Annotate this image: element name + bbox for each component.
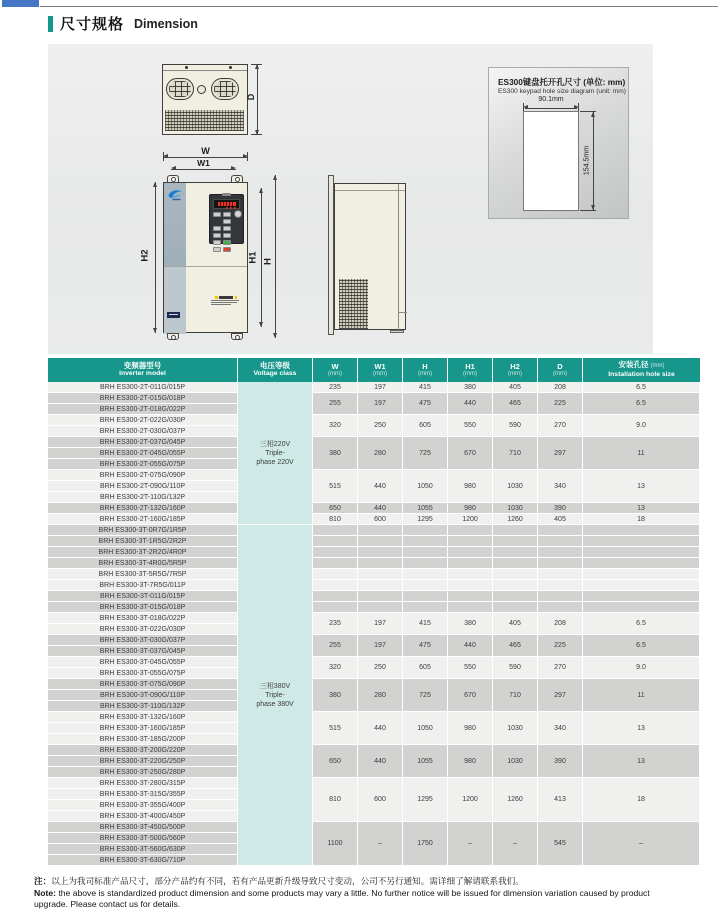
dim-cell: 545: [538, 822, 583, 866]
model-cell: BRH ES300-3T-2R2G/4R0P: [48, 547, 238, 558]
model-cell: BRH ES300-2T-075G/090P: [48, 470, 238, 481]
dim-cell: [448, 525, 493, 536]
dim-cell: [313, 602, 358, 613]
dim-cell: 710: [493, 437, 538, 470]
dim-cell: [493, 558, 538, 569]
hole-size-cell: [583, 580, 700, 591]
dim-cell: [358, 536, 403, 547]
dim-cell: 1260: [493, 514, 538, 525]
dim-cell: [448, 591, 493, 602]
header-model: 变频器型号 Inverter model: [48, 358, 238, 382]
dim-cell: 1055: [403, 503, 448, 514]
table-row: [48, 602, 700, 613]
model-cell: BRH ES300-3T-200G/220P: [48, 745, 238, 756]
hole-height-label: 154.5mm: [583, 145, 591, 176]
dim-cell: 250: [358, 657, 403, 679]
model-cell: BRH ES300-2T-110G/132P: [48, 492, 238, 503]
dim-label-d: D: [246, 93, 256, 101]
model-cell: BRH ES300-2T-037G/045P: [48, 437, 238, 448]
model-cell: BRH ES300-3T-030G/037P: [48, 635, 238, 646]
spec-table-body: [48, 382, 700, 866]
hole-size-cell: [583, 602, 700, 613]
dim-cell: [403, 525, 448, 536]
hole-size-cell: 13: [583, 503, 700, 514]
model-cell: BRH ES300-3T-560G/630P: [48, 844, 238, 855]
model-cell: BRH ES300-2T-011G/015P: [48, 382, 238, 393]
section-accent-bar: [48, 16, 53, 32]
side-foot: [390, 330, 404, 333]
note-zh: 注：以上为我司标准产品尺寸，部分产品约有不同，若有产品更新升级导致尺寸变动，公司不另行通知。需详细了解请联系我们。: [34, 876, 524, 886]
dim-cell: 1050: [403, 712, 448, 745]
dim-cell: 465: [493, 393, 538, 415]
note-en: Note: the above is standardized product dimension and some products may vary a little. No further notice will be issued for dimension variation caused by product upgrade. Please contact us for details.: [34, 888, 650, 910]
model-cell: BRH ES300-3T-0R7G/1R5P: [48, 525, 238, 536]
dim-cell: [403, 536, 448, 547]
dim-cell: [538, 591, 583, 602]
dim-cell: [493, 580, 538, 591]
header-w1: W1 (mm): [358, 358, 403, 382]
model-cell: BRH ES300-2T-090G/110P: [48, 481, 238, 492]
table-row: [48, 547, 700, 558]
dim-cell: 197: [358, 613, 403, 635]
table-row: [48, 745, 700, 756]
mounting-tab: [231, 333, 243, 340]
hole-size-cell: [583, 547, 700, 558]
dim-cell: 440: [358, 470, 403, 503]
dim-cell: [313, 547, 358, 558]
model-cell: BRH ES300-3T-7R5G/011P: [48, 580, 238, 591]
screw-icon: [185, 66, 188, 69]
dim-cell: [448, 569, 493, 580]
dim-label-w: W: [201, 146, 210, 156]
screw-icon: [229, 66, 232, 69]
hole-size-cell: 13: [583, 745, 700, 778]
model-cell: BRH ES300-3T-250G/280P: [48, 767, 238, 778]
dim-cell: [538, 547, 583, 558]
hole-size-cell: [583, 558, 700, 569]
series-label: [167, 312, 180, 318]
table-row: [48, 569, 700, 580]
dim-cell: 670: [448, 679, 493, 712]
model-cell: BRH ES300-3T-220G/250P: [48, 756, 238, 767]
dim-cell: [538, 580, 583, 591]
dim-cell: 255: [313, 635, 358, 657]
dim-cell: [493, 547, 538, 558]
dim-cell: [358, 547, 403, 558]
dim-cell: [538, 558, 583, 569]
dim-label-h2: H2: [139, 249, 151, 262]
model-cell: BRH ES300-3T-355G/400P: [48, 800, 238, 811]
model-cell: BRH ES300-3T-4R0G/5R5P: [48, 558, 238, 569]
dim-cell: 208: [538, 382, 583, 393]
dim-cell: [358, 525, 403, 536]
dim-cell: 297: [538, 679, 583, 712]
dim-cell: 1050: [403, 470, 448, 503]
dim-cell: 810: [313, 778, 358, 822]
hole-size-cell: 9.0: [583, 657, 700, 679]
dim-cell: [403, 602, 448, 613]
voltage-class-cell: 三相380V Triple- phase 380V: [238, 525, 313, 866]
dim-cell: 340: [538, 470, 583, 503]
dim-cell: 1030: [493, 503, 538, 514]
dim-cell: [403, 591, 448, 602]
dim-cell: 515: [313, 712, 358, 745]
page-title: 尺寸规格: [60, 16, 125, 33]
hole-size-cell: 11: [583, 679, 700, 712]
page-corner-mark: [2, 0, 39, 7]
table-row: [48, 382, 700, 393]
dim-cell: 475: [403, 393, 448, 415]
fan-grille: [211, 78, 239, 100]
dim-cell: 270: [538, 657, 583, 679]
dim-cell: 280: [358, 679, 403, 712]
dim-cell: 1200: [448, 514, 493, 525]
keypad-display: [213, 199, 240, 209]
dim-cell: 197: [358, 382, 403, 393]
header-install-hole: 安装孔径 (mm) Installation hole size: [583, 358, 700, 382]
dim-cell: 440: [448, 393, 493, 415]
model-cell: BRH ES300-3T-450G/500P: [48, 822, 238, 833]
header-h1: H1 (mm): [448, 358, 493, 382]
dim-cell: 710: [493, 679, 538, 712]
dim-cell: [538, 536, 583, 547]
page-title-en: Dimension: [134, 17, 198, 31]
dim-cell: 980: [448, 503, 493, 514]
hole-size-cell: 13: [583, 712, 700, 745]
side-vent-grid: [339, 279, 368, 329]
dim-cell: 255: [313, 393, 358, 415]
dim-cell: [448, 547, 493, 558]
dim-cell: 380: [313, 437, 358, 470]
dim-cell: 600: [358, 778, 403, 822]
keypad-hole-box: [488, 67, 629, 219]
dim-cell: 440: [358, 712, 403, 745]
model-cell: BRH ES300-3T-1R5G/2R2P: [48, 536, 238, 547]
table-row: [48, 635, 700, 646]
model-cell: BRH ES300-3T-075G/090P: [48, 679, 238, 690]
mounting-tab: [167, 333, 179, 340]
model-cell: BRH ES300-3T-015G/018P: [48, 602, 238, 613]
dim-cell: 1030: [493, 470, 538, 503]
hole-size-cell: 18: [583, 514, 700, 525]
table-row: [48, 525, 700, 536]
dim-cell: [448, 558, 493, 569]
hole-size-cell: 6.5: [583, 613, 700, 635]
dim-cell: [313, 525, 358, 536]
table-row: [48, 591, 700, 602]
dim-cell: 465: [493, 635, 538, 657]
hole-size-cell: 6.5: [583, 382, 700, 393]
dim-cell: [448, 602, 493, 613]
dim-cell: 208: [538, 613, 583, 635]
model-cell: BRH ES300-3T-055G/075P: [48, 668, 238, 679]
dim-cell: 550: [448, 415, 493, 437]
dim-cell: [403, 569, 448, 580]
dim-cell: 1030: [493, 712, 538, 745]
keypad: [209, 194, 244, 244]
dim-label-h1: H1: [247, 251, 259, 264]
dim-cell: [493, 536, 538, 547]
table-row: [48, 558, 700, 569]
model-cell: BRH ES300-3T-500G/560P: [48, 833, 238, 844]
voltage-class-cell: 三相220V Triple- phase 220V: [238, 382, 313, 525]
dim-cell: 605: [403, 657, 448, 679]
model-cell: BRH ES300-3T-090G/110P: [48, 690, 238, 701]
brand-logo: [167, 188, 183, 201]
hole-size-cell: 9.0: [583, 415, 700, 437]
header-voltage: 电压等级 Voltage class: [238, 358, 313, 382]
hole-size-cell: [583, 591, 700, 602]
dim-cell: [448, 580, 493, 591]
fan-grille: [166, 78, 194, 100]
model-cell: BRH ES300-3T-022G/030P: [48, 624, 238, 635]
dim-cell: 725: [403, 679, 448, 712]
dim-cell: 270: [538, 415, 583, 437]
table-row: [48, 437, 700, 448]
dim-cell: 415: [403, 382, 448, 393]
keypad-hole-rect: [523, 111, 579, 211]
dim-cell: –: [493, 822, 538, 866]
table-row: [48, 679, 700, 690]
dim-cell: [493, 525, 538, 536]
dim-cell: 380: [448, 613, 493, 635]
dim-cell: 225: [538, 393, 583, 415]
dim-cell: 475: [403, 635, 448, 657]
dim-cell: 197: [358, 393, 403, 415]
dim-cell: 670: [448, 437, 493, 470]
dim-cell: 1260: [493, 778, 538, 822]
dim-label-w1: W1: [197, 158, 210, 168]
dim-cell: 405: [538, 514, 583, 525]
dim-cell: [313, 580, 358, 591]
dim-cell: 197: [358, 635, 403, 657]
dim-cell: –: [358, 822, 403, 866]
side-view: [334, 183, 406, 330]
dim-cell: 605: [403, 415, 448, 437]
table-row: [48, 712, 700, 723]
dim-cell: [358, 591, 403, 602]
model-cell: BRH ES300-2T-030G/037P: [48, 426, 238, 437]
dim-cell: 650: [313, 503, 358, 514]
hole-size-cell: 6.5: [583, 393, 700, 415]
model-cell: BRH ES300-3T-5R5G/7R5P: [48, 569, 238, 580]
model-cell: BRH ES300-2T-160G/185P: [48, 514, 238, 525]
dim-cell: 250: [358, 415, 403, 437]
dim-cell: 297: [538, 437, 583, 470]
top-divider: [40, 6, 718, 7]
model-cell: BRH ES300-2T-022G/030P: [48, 415, 238, 426]
dim-cell: 810: [313, 514, 358, 525]
dim-cell: 225: [538, 635, 583, 657]
dim-cell: 235: [313, 613, 358, 635]
hole-size-cell: 18: [583, 778, 700, 822]
table-row: [48, 822, 700, 833]
dim-cell: 390: [538, 503, 583, 514]
dim-cell: 380: [448, 382, 493, 393]
dim-cell: 515: [313, 470, 358, 503]
dim-cell: 320: [313, 657, 358, 679]
keypad-box-subtitle: ES300 keypad hole size diagram (unit: mm): [498, 88, 626, 95]
hole-size-cell: –: [583, 822, 700, 866]
dim-cell: 1295: [403, 778, 448, 822]
dim-cell: [358, 558, 403, 569]
dim-cell: 980: [448, 712, 493, 745]
model-cell: BRH ES300-3T-160G/185P: [48, 723, 238, 734]
table-row: [48, 536, 700, 547]
hole-size-cell: 11: [583, 437, 700, 470]
dim-cell: [358, 602, 403, 613]
dim-cell: 405: [493, 382, 538, 393]
dim-cell: [403, 580, 448, 591]
table-header-row: [48, 358, 700, 382]
table-row: [48, 393, 700, 404]
model-cell: BRH ES300-2T-018G/022P: [48, 404, 238, 415]
model-cell: BRH ES300-3T-185G/200P: [48, 734, 238, 745]
header-h2: H2 (mm): [493, 358, 538, 382]
dim-cell: 340: [538, 712, 583, 745]
dim-cell: [313, 536, 358, 547]
model-cell: BRH ES300-2T-132G/160P: [48, 503, 238, 514]
dim-cell: [538, 569, 583, 580]
dim-cell: 320: [313, 415, 358, 437]
dim-cell: 440: [358, 503, 403, 514]
model-cell: BRH ES300-3T-315G/355P: [48, 789, 238, 800]
dim-cell: [358, 580, 403, 591]
dim-cell: 980: [448, 745, 493, 778]
dim-label-h: H: [262, 258, 274, 265]
dim-cell: 725: [403, 437, 448, 470]
dim-cell: [403, 547, 448, 558]
dim-cell: 280: [358, 437, 403, 470]
dim-cell: [313, 569, 358, 580]
model-cell: BRH ES300-3T-018G/022P: [48, 613, 238, 624]
model-cell: BRH ES300-3T-280G/315P: [48, 778, 238, 789]
dim-cell: [358, 569, 403, 580]
table-row: [48, 503, 700, 514]
dim-cell: 415: [403, 613, 448, 635]
dim-cell: 980: [448, 470, 493, 503]
header-w: W (mm): [313, 358, 358, 382]
table-row: [48, 470, 700, 481]
dim-cell: [493, 602, 538, 613]
hole-size-cell: [583, 525, 700, 536]
hole-size-cell: 13: [583, 470, 700, 503]
warning-label: [211, 296, 241, 305]
table-row: [48, 613, 700, 624]
model-cell: BRH ES300-3T-011G/015P: [48, 591, 238, 602]
dim-cell: 390: [538, 745, 583, 778]
dim-cell: 590: [493, 415, 538, 437]
table-row: [48, 778, 700, 789]
dim-cell: [538, 525, 583, 536]
dim-cell: 1030: [493, 745, 538, 778]
table-row: [48, 657, 700, 668]
dim-cell: 590: [493, 657, 538, 679]
hole-size-cell: [583, 569, 700, 580]
dim-cell: [313, 591, 358, 602]
model-cell: BRH ES300-3T-132G/160P: [48, 712, 238, 723]
hole-width-label: 90.1mm: [538, 96, 564, 103]
hole-size-cell: 6.5: [583, 635, 700, 657]
table-row: [48, 514, 700, 525]
model-cell: BRH ES300-2T-055G/075P: [48, 459, 238, 470]
spec-table: [48, 358, 700, 866]
model-cell: BRH ES300-3T-400G/450P: [48, 811, 238, 822]
dim-cell: 650: [313, 745, 358, 778]
dim-cell: 1750: [403, 822, 448, 866]
vent-grid: [165, 110, 244, 131]
front-view: [163, 182, 248, 333]
dim-cell: 1100: [313, 822, 358, 866]
dim-cell: [403, 558, 448, 569]
footnotes: [34, 876, 659, 911]
dim-cell: 550: [448, 657, 493, 679]
dim-cell: 1200: [448, 778, 493, 822]
dim-cell: 440: [358, 745, 403, 778]
dim-cell: 1295: [403, 514, 448, 525]
hole-size-cell: [583, 536, 700, 547]
dim-cell: [538, 602, 583, 613]
dim-cell: 235: [313, 382, 358, 393]
dim-cell: [493, 591, 538, 602]
dim-cell: 413: [538, 778, 583, 822]
model-cell: BRH ES300-2T-045G/055P: [48, 448, 238, 459]
header-d: D (mm): [538, 358, 583, 382]
model-cell: BRH ES300-3T-037G/045P: [48, 646, 238, 657]
header-h: H (mm): [403, 358, 448, 382]
table-row: [48, 415, 700, 426]
dim-cell: –: [448, 822, 493, 866]
keypad-box-title: ES300键盘托开孔尺寸 (单位: mm): [498, 77, 626, 87]
dim-cell: 1055: [403, 745, 448, 778]
dim-cell: 440: [448, 635, 493, 657]
model-cell: BRH ES300-3T-045G/055P: [48, 657, 238, 668]
table-row: [48, 580, 700, 591]
dim-cell: [493, 569, 538, 580]
model-cell: BRH ES300-3T-630G/710P: [48, 855, 238, 866]
dim-cell: 600: [358, 514, 403, 525]
dim-cell: 405: [493, 613, 538, 635]
center-knob: [197, 85, 206, 94]
dim-cell: [313, 558, 358, 569]
dim-cell: [448, 536, 493, 547]
model-cell: BRH ES300-2T-015G/018P: [48, 393, 238, 404]
dim-cell: 380: [313, 679, 358, 712]
model-cell: BRH ES300-3T-110G/132P: [48, 701, 238, 712]
